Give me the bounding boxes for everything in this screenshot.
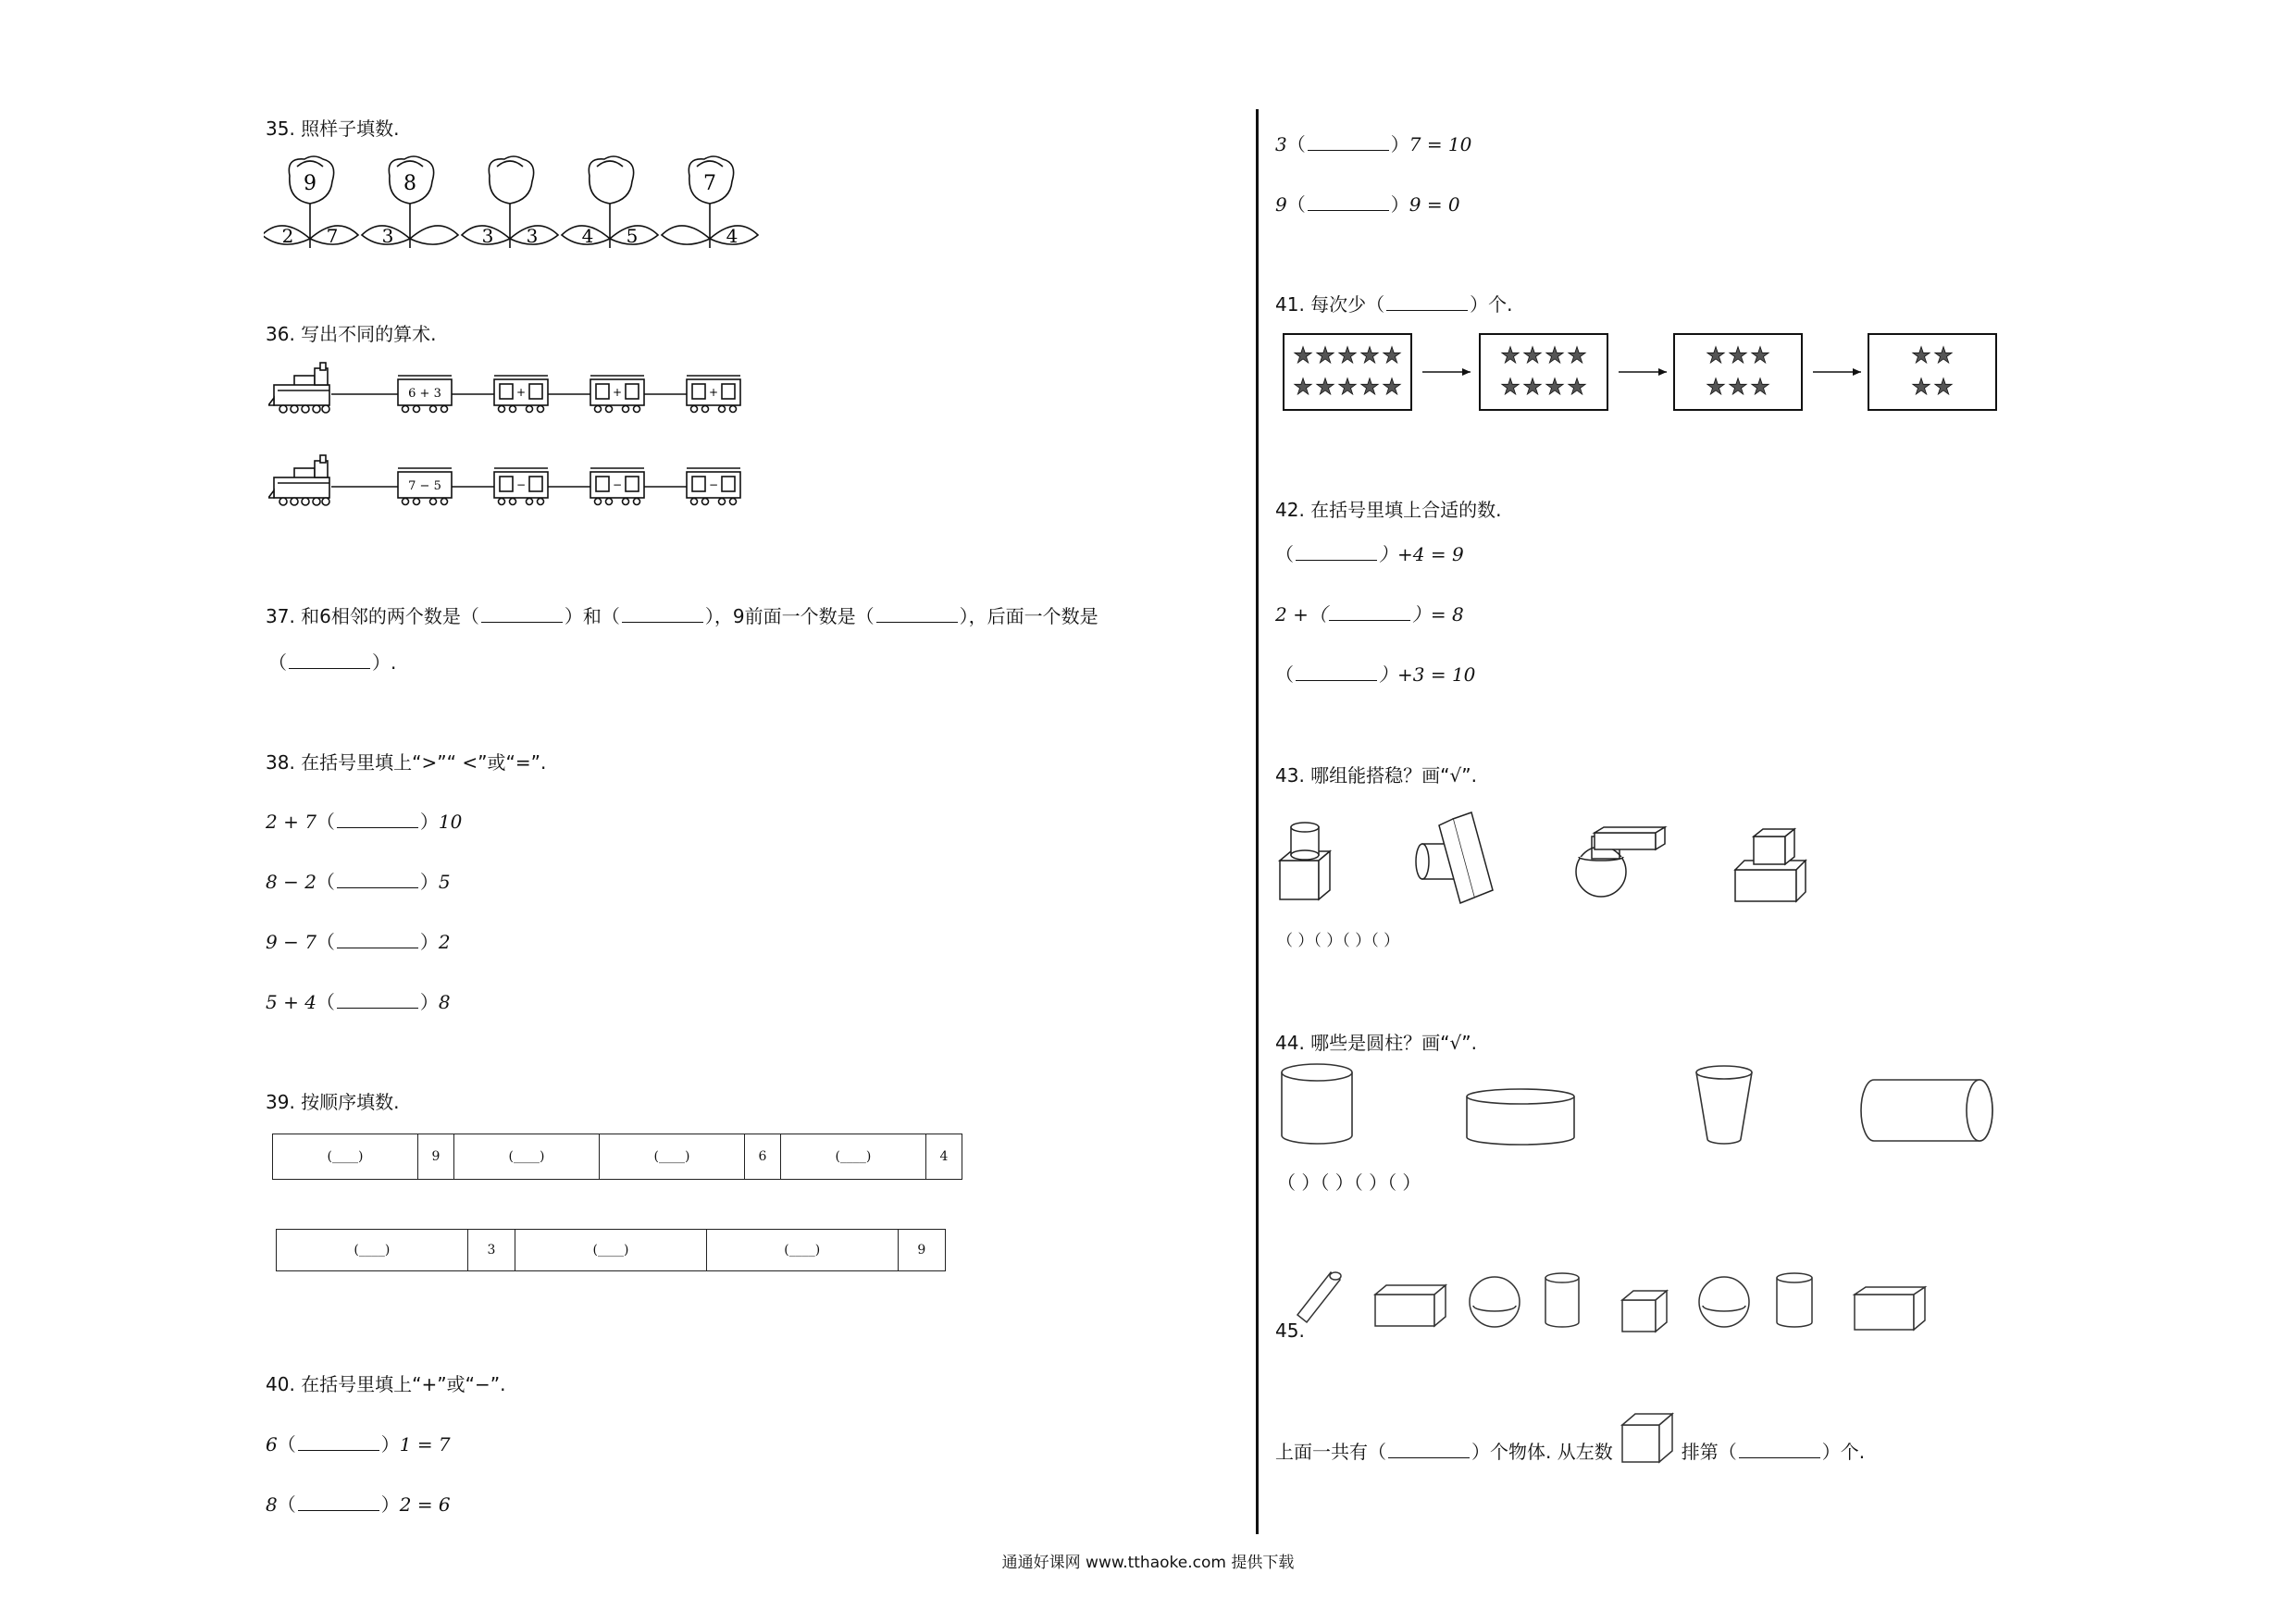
q38-row-1: 2 + 7（ ）10	[266, 811, 463, 833]
q44-answer-parens[interactable]: （ ）（ ）（ ）（ ）	[1277, 1171, 1421, 1194]
star-icon: ★	[1337, 342, 1358, 368]
q43-stacks-figure	[1272, 805, 1828, 911]
q42-row-3: （ ）+3 = 10	[1275, 663, 1476, 686]
q39-r2-cell-1[interactable]: (____)	[277, 1230, 468, 1271]
q38-title: 38. 在括号里填上“>”“ <”或“=”.	[266, 751, 547, 774]
q37-text-c: ），9前面一个数是（	[704, 605, 875, 627]
q36-title: 36. 写出不同的算术.	[266, 323, 437, 345]
frustum-cup-icon	[1696, 1066, 1752, 1144]
q43-title: 43. 哪组能搭稳？画“√”.	[1275, 764, 1477, 787]
star-icon: ★	[1522, 342, 1543, 368]
flower-4-left-number: 4	[581, 225, 594, 247]
q37-text-f: ）.	[372, 651, 397, 674]
lying-cylinder-icon	[1861, 1080, 1992, 1141]
q42-row-1: （ ）+4 = 9	[1275, 543, 1464, 565]
car-4-op: −	[708, 478, 719, 491]
cylinder-icon	[1545, 1273, 1579, 1327]
arrow-head-icon	[1462, 368, 1471, 376]
flower-4-right-number: 5	[626, 225, 639, 247]
sphere-icon-2	[1699, 1277, 1749, 1327]
flower-4	[562, 156, 658, 248]
q37-text-d: ），后面一个数是	[959, 605, 1098, 627]
flower-3-left-number: 3	[481, 225, 494, 247]
q38-blank-1[interactable]	[337, 812, 418, 828]
flower-2	[362, 156, 458, 248]
flower-2-top-number: 8	[403, 172, 416, 195]
q45-blank-1[interactable]	[1388, 1443, 1470, 1458]
q39-r2-cell-3[interactable]: (____)	[515, 1230, 707, 1271]
q42-title: 42. 在括号里填上合适的数.	[1275, 499, 1502, 521]
star-icon: ★	[1315, 374, 1335, 400]
stack-2-icon	[1416, 812, 1493, 903]
star-icon: ★	[1545, 374, 1565, 400]
q37-blank-1[interactable]	[481, 607, 563, 623]
sphere-icon	[1470, 1277, 1520, 1327]
q39-r1-cell-6[interactable]: (____)	[780, 1134, 925, 1180]
car-1-label: 6 + 3	[408, 387, 441, 401]
star-icon: ★	[1728, 342, 1748, 368]
q45-objects-figure	[1296, 1263, 1934, 1337]
q41-title: 41. 每次少（ ）个.	[1275, 293, 1513, 316]
arrow-head-icon	[1853, 368, 1861, 376]
q39-r2-cell-2: 3	[467, 1230, 515, 1271]
q36-trains-figure	[268, 361, 759, 518]
cylinder-icon-2	[1777, 1273, 1812, 1327]
q42-blank-3[interactable]	[1296, 665, 1377, 681]
q37-text-e: （	[268, 651, 287, 674]
star-icon: ★	[1728, 374, 1748, 400]
star-icon: ★	[1706, 374, 1726, 400]
flower-1-left-number: 2	[281, 225, 294, 247]
q38-blank-4[interactable]	[337, 993, 418, 1009]
engine-icon	[268, 455, 329, 505]
q39-r1-cell-7: 4	[925, 1134, 962, 1180]
q37-text-a: 37. 和6相邻的两个数是（	[266, 605, 479, 627]
q42-row-2: 2 +（ ）= 8	[1275, 603, 1464, 626]
q40-blank-1[interactable]	[298, 1435, 379, 1451]
arrow-head-icon	[1658, 368, 1667, 376]
car-1-label: 7 − 5	[408, 479, 441, 493]
cuboid-icon-2	[1855, 1287, 1925, 1330]
q40-row-3: 3（ ）7 = 10	[1275, 133, 1472, 155]
q44-shapes-figure	[1272, 1059, 2013, 1152]
q37-line2	[268, 648, 396, 675]
flat-cylinder-icon	[1467, 1089, 1574, 1145]
car-2-op: +	[515, 386, 527, 399]
star-icon: ★	[1545, 342, 1565, 368]
cube-icon	[1622, 1291, 1667, 1332]
cuboid-icon	[1375, 1285, 1446, 1326]
q37-line1	[266, 601, 1098, 628]
q40-blank-2[interactable]	[298, 1495, 379, 1511]
q40-title: 40. 在括号里填上“+”或“−”.	[266, 1373, 506, 1395]
flower-1	[264, 156, 358, 248]
train-1	[268, 363, 740, 413]
q39-title: 39. 按顺序填数.	[266, 1091, 400, 1113]
q40-blank-3[interactable]	[1308, 135, 1389, 151]
q37-blank-4[interactable]	[289, 653, 370, 669]
star-icon: ★	[1500, 374, 1520, 400]
cube-icon-inline	[1619, 1408, 1676, 1466]
q37-blank-3[interactable]	[876, 607, 958, 623]
q37-blank-2[interactable]	[622, 607, 703, 623]
star-box-4	[1868, 334, 1996, 410]
star-icon: ★	[1293, 374, 1313, 400]
q42-blank-1[interactable]	[1296, 545, 1377, 561]
q37-text-b: ）和（	[564, 605, 620, 627]
star-icon: ★	[1750, 342, 1770, 368]
flower-1-top-number: 9	[304, 172, 316, 195]
q41-blank[interactable]	[1386, 295, 1468, 311]
q35-flowers-figure	[264, 155, 782, 255]
flower-5	[662, 156, 758, 248]
stack-1-icon	[1280, 823, 1330, 899]
star-icon: ★	[1567, 374, 1587, 400]
flower-3-right-number: 3	[526, 225, 539, 247]
q39-r1-cell-1[interactable]: (____)	[273, 1134, 418, 1180]
flower-5-right-number: 4	[726, 225, 738, 247]
q39-table-2	[276, 1229, 946, 1271]
q38-row-3: 9 − 7（ ）2	[266, 931, 451, 953]
star-icon: ★	[1567, 342, 1587, 368]
q38-blank-2[interactable]	[337, 873, 418, 888]
stack-3-icon	[1576, 827, 1665, 897]
q40-row-2: 8（ ）2 = 6	[266, 1493, 451, 1516]
q40-row-4: 9（ ）9 = 0	[1275, 193, 1460, 216]
star-icon: ★	[1522, 374, 1543, 400]
flower-5-top-number: 7	[703, 172, 716, 195]
q35-title: 35. 照样子填数.	[266, 118, 400, 140]
q39-r1-cell-3[interactable]: (____)	[453, 1134, 599, 1180]
car-2-op: −	[515, 478, 527, 491]
q45-blank-2[interactable]	[1739, 1443, 1820, 1458]
star-icon: ★	[1382, 342, 1402, 368]
q43-answer-parens[interactable]: （ ）（ ）（ ）（ ）	[1277, 932, 1400, 950]
q38-row-4: 5 + 4（ ）8	[266, 991, 451, 1013]
q45-number: 45.	[1275, 1319, 1305, 1342]
q42-blank-2[interactable]	[1329, 605, 1410, 621]
star-icon: ★	[1500, 342, 1520, 368]
car-4-op: +	[708, 386, 719, 399]
engine-icon	[268, 363, 329, 413]
star-icon: ★	[1706, 342, 1726, 368]
car-3-op: −	[612, 478, 623, 491]
star-icon: ★	[1293, 342, 1313, 368]
q45-question: 上面一共有（ ）个物体. 从左数 排第（ ）个.	[1275, 1408, 1865, 1466]
tall-cylinder-icon	[1282, 1064, 1352, 1144]
q39-table-1	[272, 1134, 962, 1180]
q39-r1-cell-4[interactable]: (____)	[599, 1134, 744, 1180]
flower-2-left-number: 3	[381, 225, 394, 247]
car-3-op: +	[612, 386, 623, 399]
star-icon: ★	[1337, 374, 1358, 400]
star-icon: ★	[1911, 374, 1931, 400]
q39-r1-cell-2: 9	[417, 1134, 453, 1180]
star-icon: ★	[1911, 342, 1931, 368]
star-box-2	[1480, 334, 1607, 410]
star-icon: ★	[1359, 374, 1380, 400]
page-footer: 通通好课网 www.tthaoke.com 提供下载	[1001, 1554, 1295, 1572]
star-icon: ★	[1933, 342, 1954, 368]
q39-r2-cell-5: 9	[898, 1230, 945, 1271]
star-icon: ★	[1933, 374, 1954, 400]
q38-blank-3[interactable]	[337, 933, 418, 948]
column-divider	[1256, 109, 1259, 1534]
q40-row-1: 6（ ）1 = 7	[266, 1433, 451, 1456]
q40-blank-4[interactable]	[1308, 195, 1389, 211]
star-icon: ★	[1750, 374, 1770, 400]
star-icon: ★	[1315, 342, 1335, 368]
q41-stars-figure	[1282, 331, 2022, 415]
q44-title: 44. 哪些是圆柱？画“√”.	[1275, 1032, 1477, 1054]
q39-r1-cell-5: 6	[744, 1134, 780, 1180]
q39-r2-cell-4[interactable]: (____)	[706, 1230, 898, 1271]
stack-4-icon	[1735, 829, 1806, 901]
flower-1-right-number: 7	[326, 225, 339, 247]
star-icon: ★	[1359, 342, 1380, 368]
train-2	[268, 455, 740, 505]
pencil-cylinder-icon	[1297, 1272, 1341, 1322]
star-icon: ★	[1382, 374, 1402, 400]
flower-3	[462, 156, 558, 248]
q38-row-2: 8 − 2（ ）5	[266, 871, 451, 893]
